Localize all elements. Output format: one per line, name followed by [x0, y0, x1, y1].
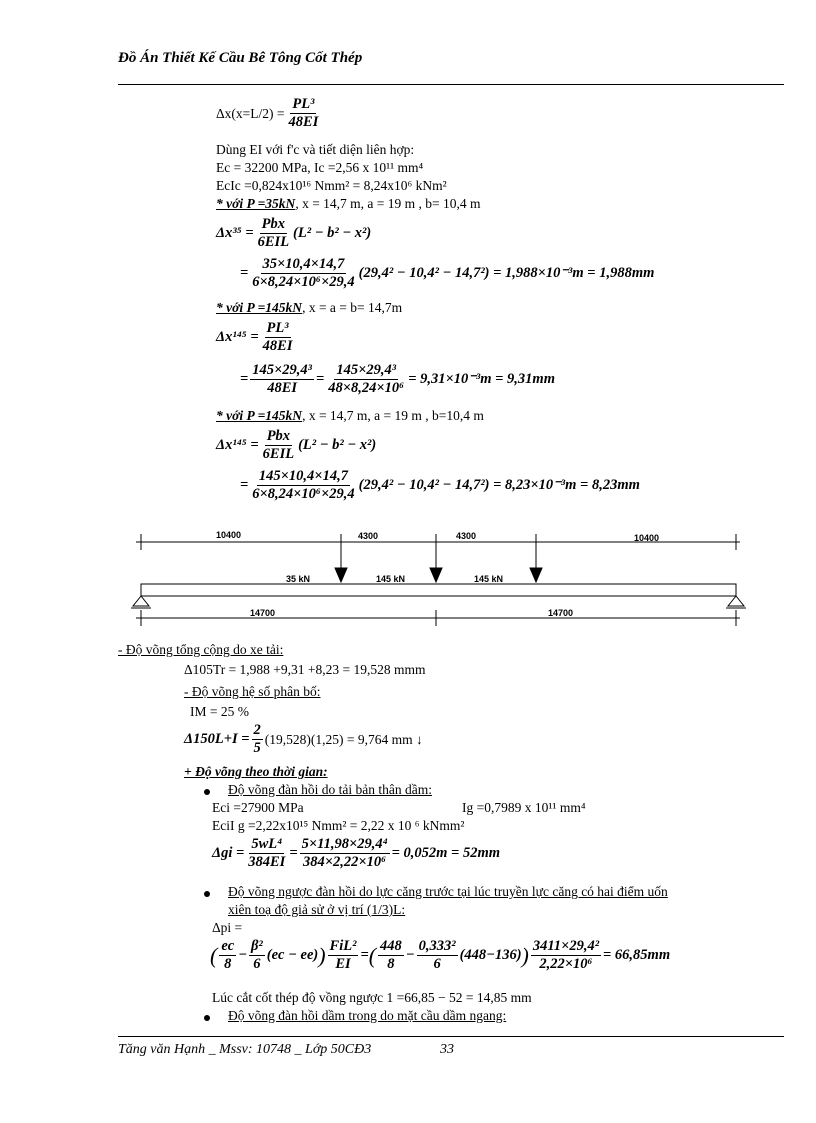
load-label-3: 145 kN [474, 574, 504, 584]
eciig-line: EciI g =2,22x10¹⁵ Nmm² = 2,22 x 10 ⁶ kNmm² [212, 818, 465, 833]
d145-equation-b [216, 428, 376, 463]
frac-333-6 [417, 938, 458, 973]
frac2b [326, 362, 406, 397]
frac3 [250, 468, 356, 503]
bullet-2-line1: Độ võng ngược đàn hồi do lực căng trước tại lúc truyền lực căng có hai điểm uốn [228, 884, 668, 899]
paren-term1-b: (L² − b² − x²) [298, 437, 377, 453]
p448: (448−136) [459, 947, 522, 963]
bullet-1 [204, 789, 210, 795]
b333-num: 0,333² [418, 938, 456, 954]
dgi-lhs: Δgi = [212, 845, 245, 861]
dgi-equation: Δgi = $\frac{\text{5wL⁴}}{384EI}$ = $\frac{\text{5×11,98×29,4⁴}}{\text{384×2,22×10⁶}}$ = 0,052m = 52mm [212, 836, 501, 870]
ecee: (ec − ee) [266, 947, 319, 963]
frac4a [246, 836, 287, 871]
pl3-num: PL³ [292, 96, 315, 112]
case1-label: * với P =35kN [216, 196, 296, 211]
den1: 6×8,24×10⁶×29,4 [252, 274, 355, 290]
eight-den: 8 [224, 956, 232, 972]
case3-line [216, 408, 484, 424]
bullet-3 [204, 1015, 210, 1021]
num3: 145×10,4×14,7 [258, 468, 348, 484]
delta-mid-equation [216, 96, 322, 131]
den4a: 384EI [248, 854, 286, 870]
six-den-2: 6 [433, 956, 441, 972]
pl3-den: 48EI [288, 114, 319, 130]
dpi-lhs: Δpi = [212, 920, 243, 935]
ig-line: Ig =0,7989 x 10¹¹ mm⁴ [462, 800, 586, 815]
pbx-den: 6EIL [257, 234, 290, 250]
footer-page-number: 33 [440, 1042, 454, 1057]
load-label-1: 35 kN [286, 574, 311, 584]
dim-top-3: 4300 [456, 531, 477, 541]
eci-line: Eci =27900 MPa [212, 800, 304, 815]
dl-rest: (19,528)(1,25) = 9,764 mm ↓ [264, 731, 423, 747]
case2-label: * với P =145kN [216, 300, 303, 315]
pbx-fraction-b [261, 428, 296, 463]
footer-rule [118, 1036, 784, 1037]
dim-top-2: 4300 [358, 531, 379, 541]
pl3-num-2: PL³ [266, 320, 289, 336]
frac2a [250, 362, 314, 397]
case1-line [216, 196, 481, 212]
time-label: + Độ võng theo thời gian: [184, 764, 328, 779]
frac-448-8 [378, 938, 404, 973]
five: 5 [253, 740, 261, 756]
pl3-den-2: 48EI [262, 338, 293, 354]
frac-beta-6 [249, 938, 265, 973]
two-fifths [252, 722, 263, 757]
den3: 6×8,24×10⁶×29,4 [252, 486, 355, 502]
case2-line [216, 300, 402, 316]
res4: = 0,052m = 52mm [391, 845, 501, 861]
d35-result [240, 256, 654, 291]
ecic-line: EcIc =0,824x10¹⁶ Nmm² = 8,24x10⁶ kNm² [216, 178, 447, 193]
n448-num: 448 [380, 938, 402, 954]
fil2-num: FiL² [329, 938, 357, 954]
ec-num: ec [221, 938, 235, 954]
res2: = 9,31×10⁻³m = 9,31mm [408, 371, 555, 387]
frac5 [531, 938, 601, 973]
dist-label: - Độ võng hệ số phân bố: [184, 684, 321, 699]
dpi-equation: ( $\frac{ec}{8}$ − $\frac{\text{β²}}{6}$ (ec − ee) ) $\frac{\text{FiL²}}{EI}$ = ( $\frac{448}{8}$ − $\frac{\text{0,333²}}{6}$ (448−136) ) $\frac{\text{3411×29,4²}}{\text{2,22×10⁶}}$ = 66,85mm [210, 938, 671, 972]
footer-author: Tăng văn Hạnh _ Mssv: 10748 _ Lớp 50CĐ3 [118, 1042, 372, 1057]
case1-rest: , x = 14,7 m, a = 19 m , b= 10,4 m [295, 196, 481, 211]
d145-lhs: Δx¹⁴⁵ = [216, 329, 259, 345]
d145-result: = $\frac{\text{145×29,4³}}{48EI}$ = $\frac{\text{145×29,4³}}{\text{48×8,24×10⁶}}$ = 9,31×10⁻³m = 9,31mm [240, 362, 555, 396]
res3: (29,4² − 10,4² − 14,7²) = 8,23×10⁻³m = 8,23mm [358, 477, 640, 493]
total-label: - Độ võng tổng cộng do xe tải: [118, 642, 284, 657]
header-rule [118, 84, 784, 85]
use-ei-text: Dùng EI với f'c và tiết diện liên hợp: [216, 142, 415, 157]
frac-fil2-ei [328, 938, 359, 973]
d35-equation [216, 216, 371, 251]
d35-lhs: Δx³⁵ = [216, 225, 254, 241]
den2b: 48×8,24×10⁶ [328, 380, 405, 396]
bullet-3-text: Độ võng đàn hồi dầm trong do mặt cầu dầm ngang: [228, 1008, 507, 1023]
dim-bottom-2: 14700 [548, 608, 574, 618]
beta-num: β² [251, 938, 263, 954]
den2a: 48EI [267, 380, 298, 396]
den5: 2,22×10⁶ [539, 956, 593, 972]
d145-equation-a [216, 320, 297, 355]
pl3-fraction [287, 96, 321, 131]
bullet-1-text: Độ võng đàn hồi do tải bản thân dầm: [228, 782, 432, 797]
case3-label: * với P =145kN [216, 408, 303, 423]
ec-line: Ec = 32200 MPa, Ic =2,56 x 10¹¹ mm⁴ [216, 160, 424, 175]
num1: 35×10,4×14,7 [262, 256, 345, 272]
frac1 [250, 256, 356, 291]
eq-sign: = [240, 265, 249, 281]
dim-bottom-1: 14700 [250, 608, 276, 618]
bullet-2 [204, 891, 210, 897]
load-label-2: 145 kN [376, 574, 406, 584]
num4b: 5×11,98×29,4⁴ [301, 836, 388, 852]
im-line: IM = 25 % [190, 704, 249, 719]
pbx-num: Pbx [261, 216, 286, 232]
d145-lhs-b: Δx¹⁴⁵ = [216, 437, 259, 453]
pbx-den-b: 6EIL [262, 446, 295, 462]
dl-lhs: Δ150L+I = [184, 731, 250, 747]
num4a: 5wL⁴ [251, 836, 283, 852]
bullet-2-line2: xiên toạ độ giả sử ở vị trí (1/3)L: [228, 902, 406, 917]
ei-den: EI [335, 956, 351, 972]
res1: (29,4² − 10,4² − 14,7²) = 1,988×10⁻³m = 1,988mm [358, 265, 655, 281]
num2a: 145×29,4³ [252, 362, 313, 378]
total-equation: Δ105Tr = 1,988 +9,31 +8,23 = 19,528 mmm [184, 662, 426, 677]
pbx-num-b: Pbx [266, 428, 291, 444]
num5: 3411×29,4² [532, 938, 600, 954]
d145-result-b: = $\frac{145\times 10,4\times 14,7}{\text{6×8,24×10⁶×29,4}}$ (29,4² − 10,4² − 14,7²) = 8,23×10⁻³m = 8,23mm [240, 468, 640, 502]
cut-line: Lúc cắt cốt thép độ vồng ngược 1 =66,85 − 52 = 14,85 mm [212, 990, 532, 1005]
six-den: 6 [253, 956, 261, 972]
pbx-fraction [256, 216, 291, 251]
dl-equation [184, 722, 423, 757]
frac4b [300, 836, 390, 871]
two: 2 [253, 722, 261, 738]
eight-den-2: 8 [387, 956, 395, 972]
den4b: 384×2,22×10⁶ [303, 854, 387, 870]
page-header-title: Đồ Án Thiết Kế Cầu Bê Tông Cốt Thép [118, 50, 363, 66]
res5: = 66,85mm [603, 947, 671, 963]
pl3-fraction-2 [261, 320, 295, 355]
frac-ec-8 [219, 938, 236, 973]
dim-top-1: 10400 [216, 530, 242, 540]
dim-top-4: 10400 [634, 533, 660, 543]
delta-mid-lhs: Δx(x=L/2) = [216, 105, 285, 121]
paren-term1: (L² − b² − x²) [293, 225, 372, 241]
case3-rest: , x = 14,7 m, a = 19 m , b=10,4 m [302, 408, 484, 423]
num2b: 145×29,4³ [336, 362, 397, 378]
case2-rest: , x = a = b= 14,7m [302, 300, 403, 315]
